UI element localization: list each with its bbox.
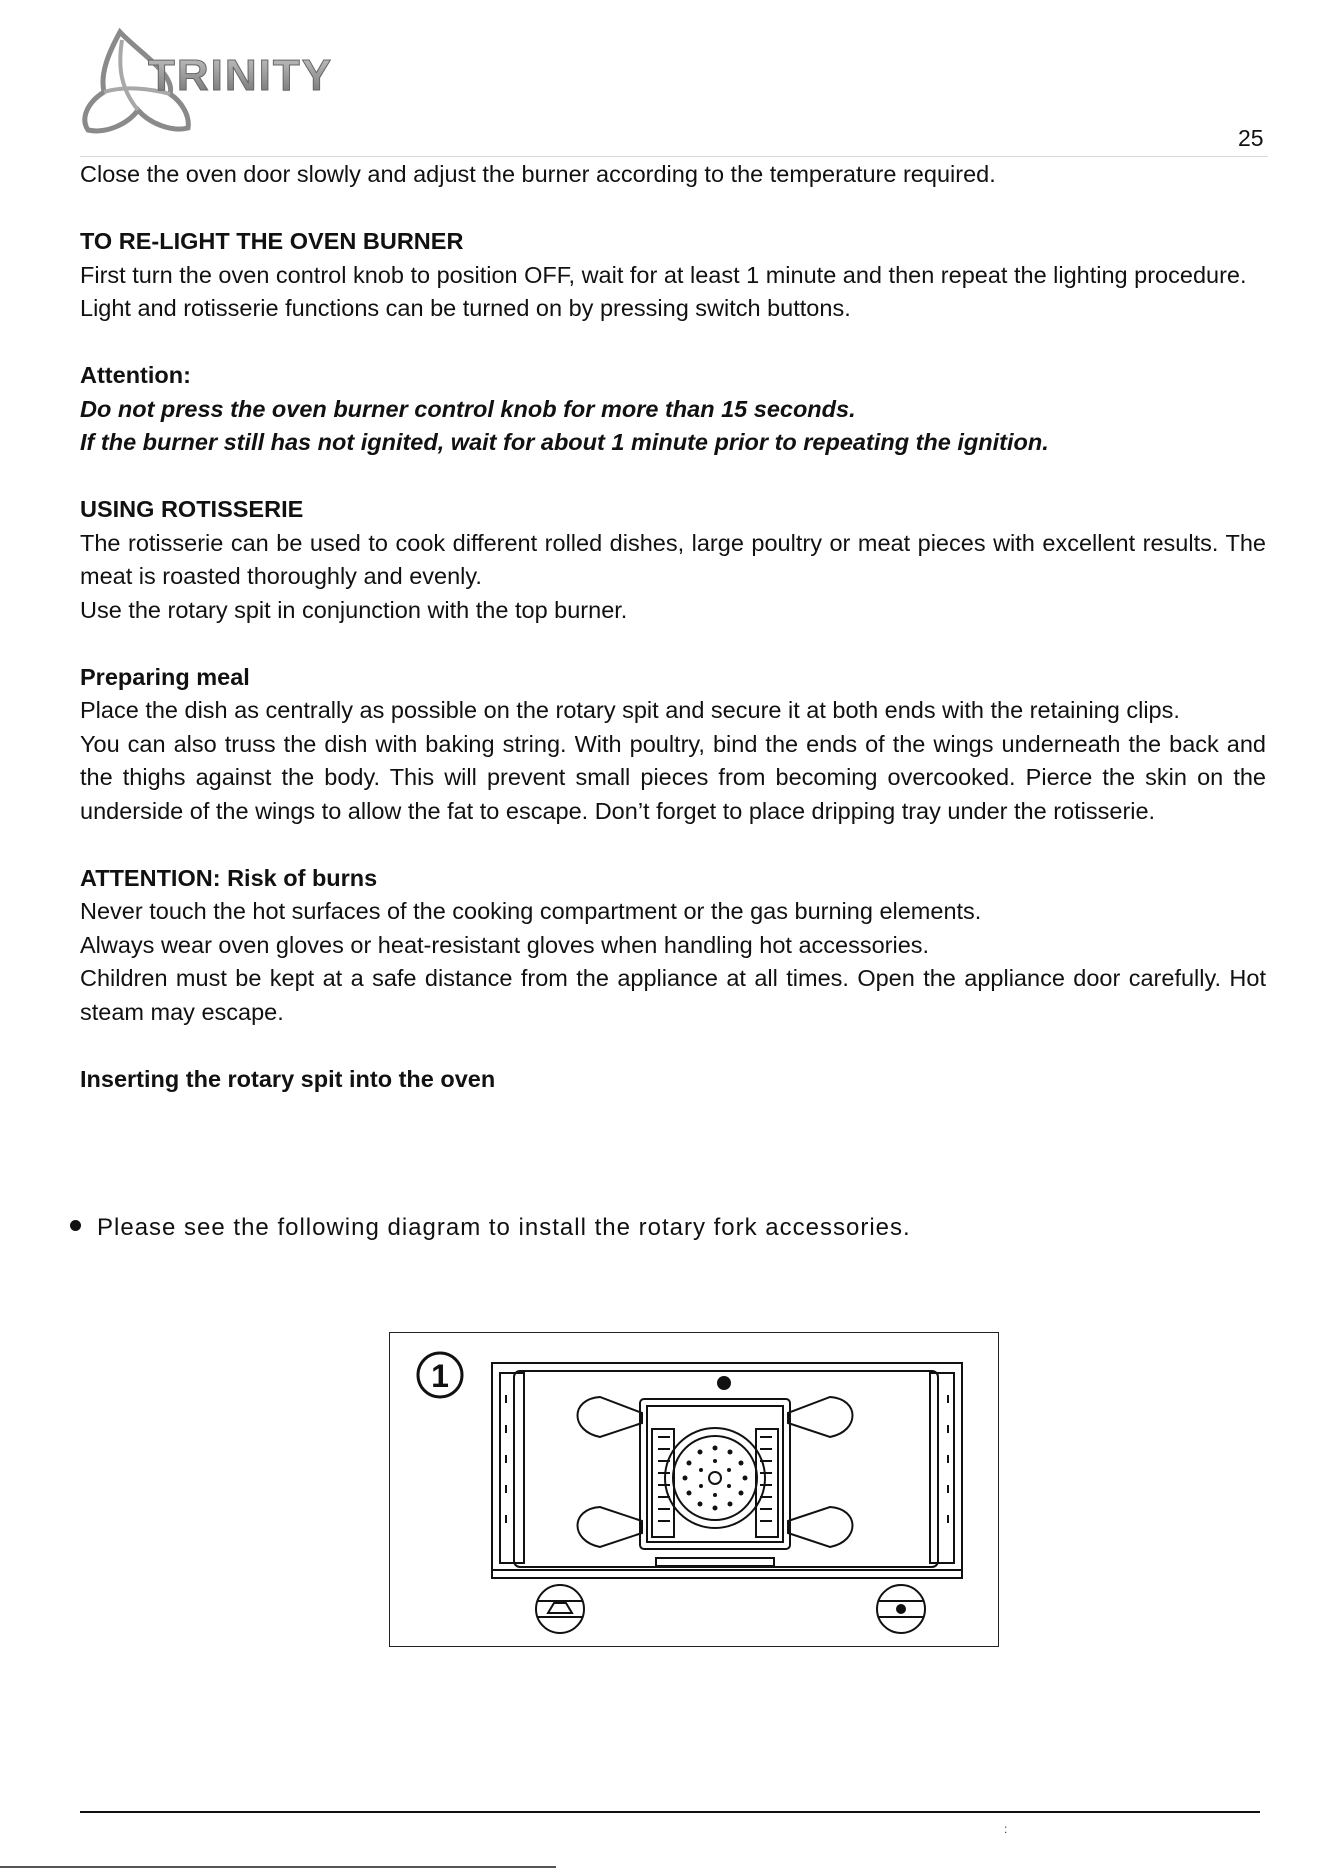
relight-paragraph-2: Light and rotisserie functions can be turned on by pressing switch buttons. bbox=[80, 295, 851, 321]
rotisserie-heading: USING ROTISSERIE bbox=[80, 496, 304, 522]
rotisserie-paragraph-1: The rotisserie can be used to cook different rolled dishes, large poultry or meat pieces with excellent results. The meat is roasted thoroughly and evenly. bbox=[80, 529, 1266, 589]
oven-rack-slots bbox=[506, 1395, 948, 1523]
header-divider bbox=[80, 156, 1268, 157]
burns-heading: ATTENTION: Risk of burns bbox=[80, 864, 378, 891]
bullet-dot bbox=[70, 1220, 81, 1231]
relight-paragraph-1: First turn the oven control knob to position OFF, wait for at least 1 minute and then repeat the lighting procedure. bbox=[80, 261, 1247, 288]
attention-warning-1: Do not press the oven burner control knob for more than 15 seconds. bbox=[80, 395, 856, 422]
relight-heading: TO RE-LIGHT THE OVEN BURNER bbox=[80, 228, 464, 254]
spit-support-icon-right bbox=[877, 1585, 925, 1633]
trinity-logo bbox=[78, 26, 398, 136]
oven-installation-diagram bbox=[389, 1332, 999, 1647]
footer-divider bbox=[80, 1811, 1260, 1813]
intro-paragraph: Close the oven door slowly and adjust the burner according to the temperature required. bbox=[80, 161, 996, 187]
preparing-paragraph-1: Place the dish as centrally as possible on the rotary spit and secure it at both ends with the retaining clips. bbox=[80, 697, 1180, 723]
rotisserie-paragraph-2: Use the rotary spit in conjunction with the top burner. bbox=[80, 596, 628, 623]
diagram-instruction-bullet bbox=[70, 1213, 911, 1243]
burns-paragraph-3: Children must be kept at a safe distance from the appliance at all times. Open the appliance door carefully. Hot steam may escape. bbox=[80, 965, 1266, 1025]
step-number: 1 bbox=[431, 1358, 449, 1394]
inserting-heading: Inserting the rotary spit into the oven bbox=[80, 1065, 496, 1092]
footer-mark: : bbox=[1004, 1822, 1008, 1836]
burns-paragraph-1: Never touch the hot surfaces of the cooking compartment or the gas burning elements. bbox=[80, 898, 982, 924]
burns-paragraph-2: Always wear oven gloves or heat-resistant gloves when handling hot accessories. bbox=[80, 931, 930, 958]
attention-warning-2: If the burner still has not ignited, wait for about 1 minute prior to repeating the ignition. bbox=[80, 429, 1049, 455]
preparing-paragraph-2: You can also truss the dish with baking string. With poultry, bind the ends of the wings underneath the back and the thighs against the body. This will prevent small pieces from becoming overcooked. Pierce the skin on the underside of the wings to allow the fat to escape. Don’t forget to place dripping tray under the rotisserie. bbox=[80, 730, 1266, 824]
scan-edge-line bbox=[0, 1866, 556, 1868]
oven-cavity-front-view bbox=[492, 1363, 962, 1578]
page-number: 25 bbox=[1238, 125, 1264, 151]
manual-content bbox=[80, 158, 1266, 1096]
attention-heading: Attention: bbox=[80, 362, 191, 388]
preparing-heading: Preparing meal bbox=[80, 663, 250, 690]
logo-wordmark: TRINITY bbox=[148, 51, 334, 100]
spit-support-icon-left bbox=[536, 1585, 584, 1633]
bullet-text: Please see the following diagram to install the rotary fork accessories. bbox=[97, 1214, 911, 1241]
